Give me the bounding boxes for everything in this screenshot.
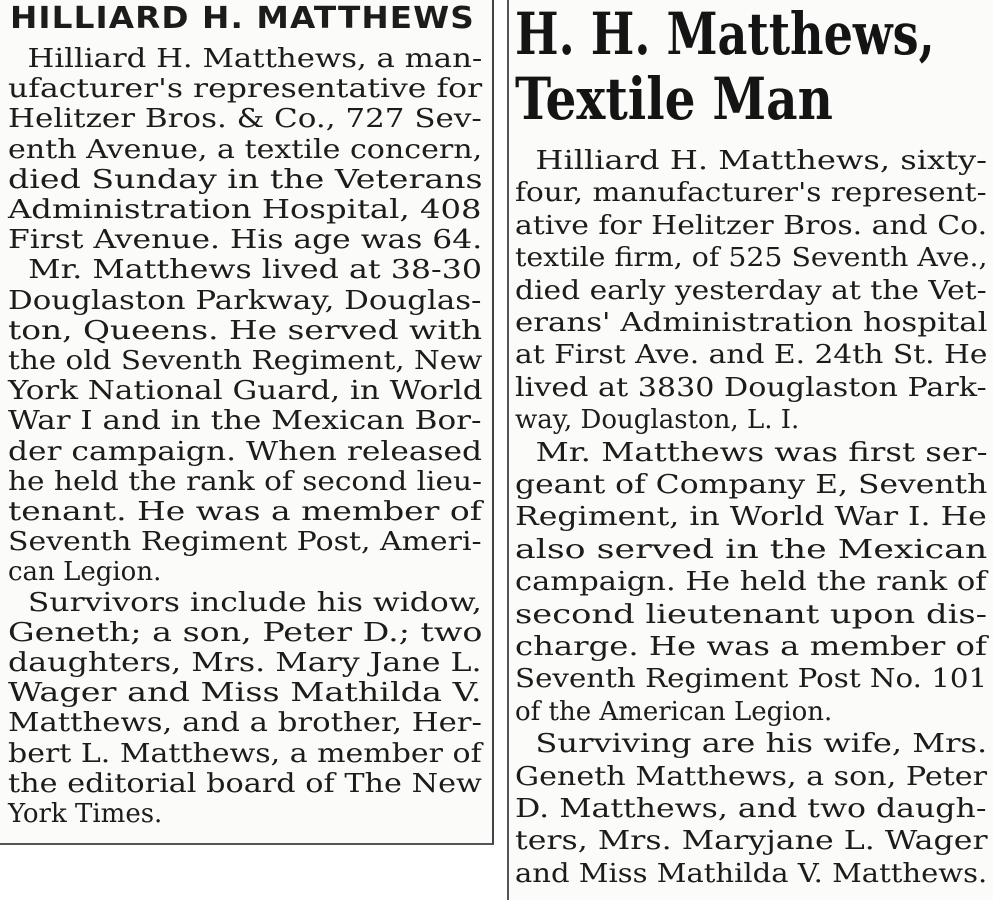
article-text-line: he held the rank of second lieu- bbox=[8, 467, 482, 497]
article-text-line: also served in the Mexican bbox=[515, 535, 988, 565]
article-text-line: way, Douglaston, L. I. bbox=[515, 405, 800, 435]
article-text-line: ters, Mrs. Maryjane L. Wager bbox=[515, 826, 988, 856]
article-text-line: daughters, Mrs. Mary Jane L. bbox=[8, 648, 482, 678]
article-text-line: died early yesterday at the Vet- bbox=[515, 276, 987, 306]
article-text-line: four, manufacturer's represent- bbox=[515, 178, 987, 208]
article-text-line: Administration Hospital, 408 bbox=[8, 195, 482, 225]
article-text-line: at First Ave. and E. 24th St. He bbox=[515, 340, 988, 370]
article-text-line: geant of Company E, Seventh bbox=[515, 470, 988, 500]
article-text-line: ative for Helitzer Bros. and Co. bbox=[515, 211, 988, 241]
article-text-line: the editorial board of The New bbox=[8, 769, 482, 799]
article-text-line: Surviving are his wife, Mrs. bbox=[515, 729, 988, 759]
article-text-line: der campaign. When released bbox=[8, 437, 483, 467]
article-text-line: Seventh Regiment Post No. 101 bbox=[515, 664, 988, 694]
article-text-line: Hilliard H. Matthews, a man- bbox=[8, 44, 483, 74]
article-text-line: enth Avenue, a textile concern, bbox=[8, 135, 483, 165]
right-headline-line-1: H. H. Matthews, bbox=[515, 0, 935, 68]
article-text-line: Regiment, in World War I. He bbox=[515, 502, 987, 532]
article-text-line: died Sunday in the Veterans bbox=[8, 165, 483, 195]
article-text-line: ufacturer's representative for bbox=[8, 74, 483, 104]
article-text-line: textile firm, of 525 Seventh Ave., bbox=[515, 243, 988, 273]
article-text-line: Geneth; a son, Peter D.; two bbox=[8, 618, 483, 648]
article-text-line: Mr. Matthews was first ser- bbox=[515, 438, 988, 468]
article-text-line: Survivors include his widow, bbox=[8, 588, 482, 618]
article-text-line: Seventh Regiment Post, Ameri- bbox=[8, 527, 482, 557]
article-text-line: ton, Queens. He served with bbox=[8, 316, 483, 346]
article-text-line: First Avenue. His age was 64. bbox=[8, 225, 483, 255]
left-clipping bbox=[0, 0, 494, 845]
article-text-line: tenant. He was a member of bbox=[8, 497, 482, 527]
right-headline-line-2: Textile Man bbox=[515, 65, 833, 133]
article-text-line: Matthews, and a brother, Her- bbox=[8, 708, 482, 738]
article-text-line: erans' Administration hospital bbox=[515, 308, 988, 338]
article-text-line: Helitzer Bros. & Co., 727 Sev- bbox=[8, 104, 482, 134]
article-text-line: York National Guard, in World bbox=[8, 376, 483, 406]
article-text-line: Douglaston Parkway, Douglas- bbox=[8, 286, 482, 316]
article-text-line: campaign. He held the rank of bbox=[515, 567, 987, 597]
article-text-line: Wager and Miss Mathilda V. bbox=[8, 678, 482, 708]
article-text-line: can Legion. bbox=[8, 557, 162, 587]
right-clipping bbox=[507, 0, 993, 900]
article-text-line: the old Seventh Regiment, New bbox=[8, 346, 483, 376]
article-text-line: Geneth Matthews, a son, Peter bbox=[515, 762, 988, 792]
article-text-line: lived at 3830 Douglaston Park- bbox=[515, 373, 987, 403]
article-text-line: D. Matthews, and two daugh- bbox=[515, 794, 987, 824]
article-text-line: and Miss Mathilda V. Matthews. bbox=[515, 859, 988, 889]
article-text-line: bert L. Matthews, a member of bbox=[8, 739, 482, 769]
article-text-line: of the American Legion. bbox=[515, 697, 833, 727]
article-text-line: second lieutenant upon dis- bbox=[515, 600, 988, 630]
left-headline: HILLIARD H. MATTHEWS bbox=[10, 1, 475, 36]
article-text-line: Mr. Matthews lived at 38-30 bbox=[8, 255, 483, 285]
article-text-line: charge. He was a member of bbox=[515, 632, 987, 662]
article-text-line: York Times. bbox=[8, 799, 163, 829]
article-text-line: Hilliard H. Matthews, sixty- bbox=[515, 146, 988, 176]
article-text-line: War I and in the Mexican Bor- bbox=[8, 406, 482, 436]
